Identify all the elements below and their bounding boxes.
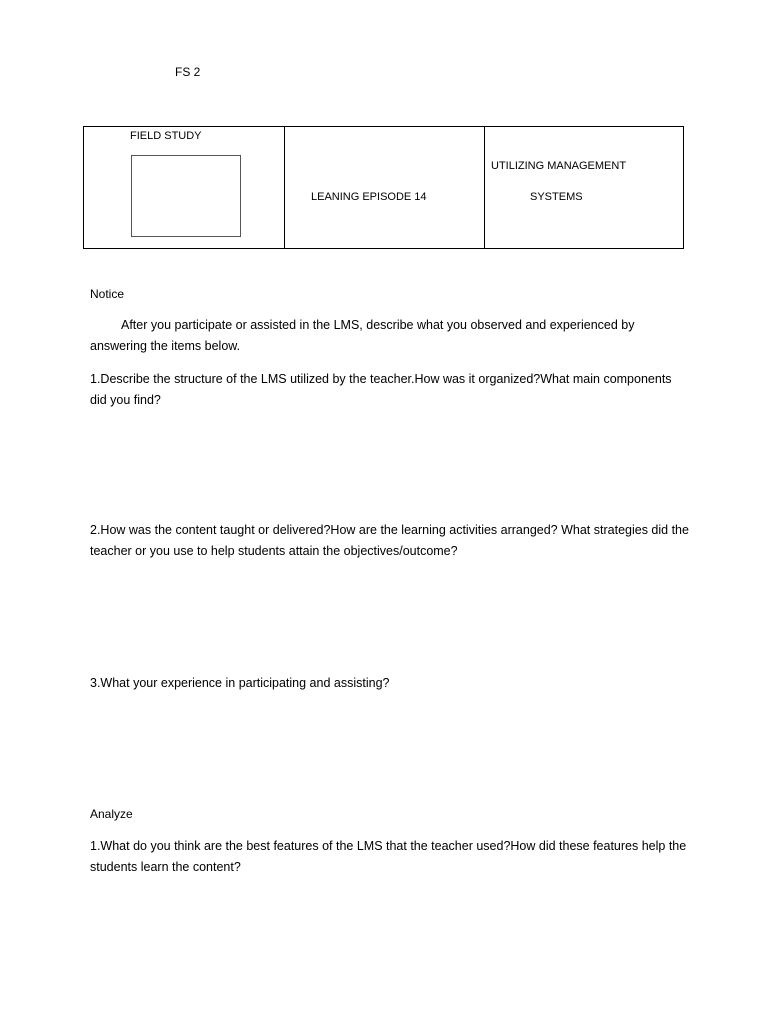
episode-label: LEANING EPISODE 14	[311, 191, 427, 203]
topic-title-line1: UTILIZING MANAGEMENT	[491, 160, 627, 172]
cell-divider-2	[484, 127, 485, 248]
field-study-label: FIELD STUDY	[130, 130, 202, 142]
logo-placeholder	[131, 155, 241, 237]
header-table	[83, 126, 684, 249]
notice-intro: After you participate or assisted in the LMS, describe what you observed and experienced by answering the items below.	[90, 318, 635, 353]
notice-question-1: 1.Describe the structure of the LMS utilized by the teacher.How was it organized?What main components did you find?	[90, 372, 672, 407]
course-code: FS 2	[175, 65, 201, 79]
cell-divider-1	[284, 127, 285, 248]
notice-question-2: 2.How was the content taught or delivered?How are the learning activities arranged? What strategies did the teacher or you use to help students attain the objectives/outcome?	[90, 523, 689, 558]
analyze-heading: Analyze	[90, 807, 133, 821]
notice-heading: Notice	[90, 287, 125, 301]
analyze-question-1: 1.What do you think are the best features of the LMS that the teacher used?How did these features help the students learn the content?	[90, 839, 687, 874]
topic-title-line2: SYSTEMS	[530, 191, 583, 203]
notice-question-3: 3.What your experience in participating and assisting?	[90, 676, 390, 690]
